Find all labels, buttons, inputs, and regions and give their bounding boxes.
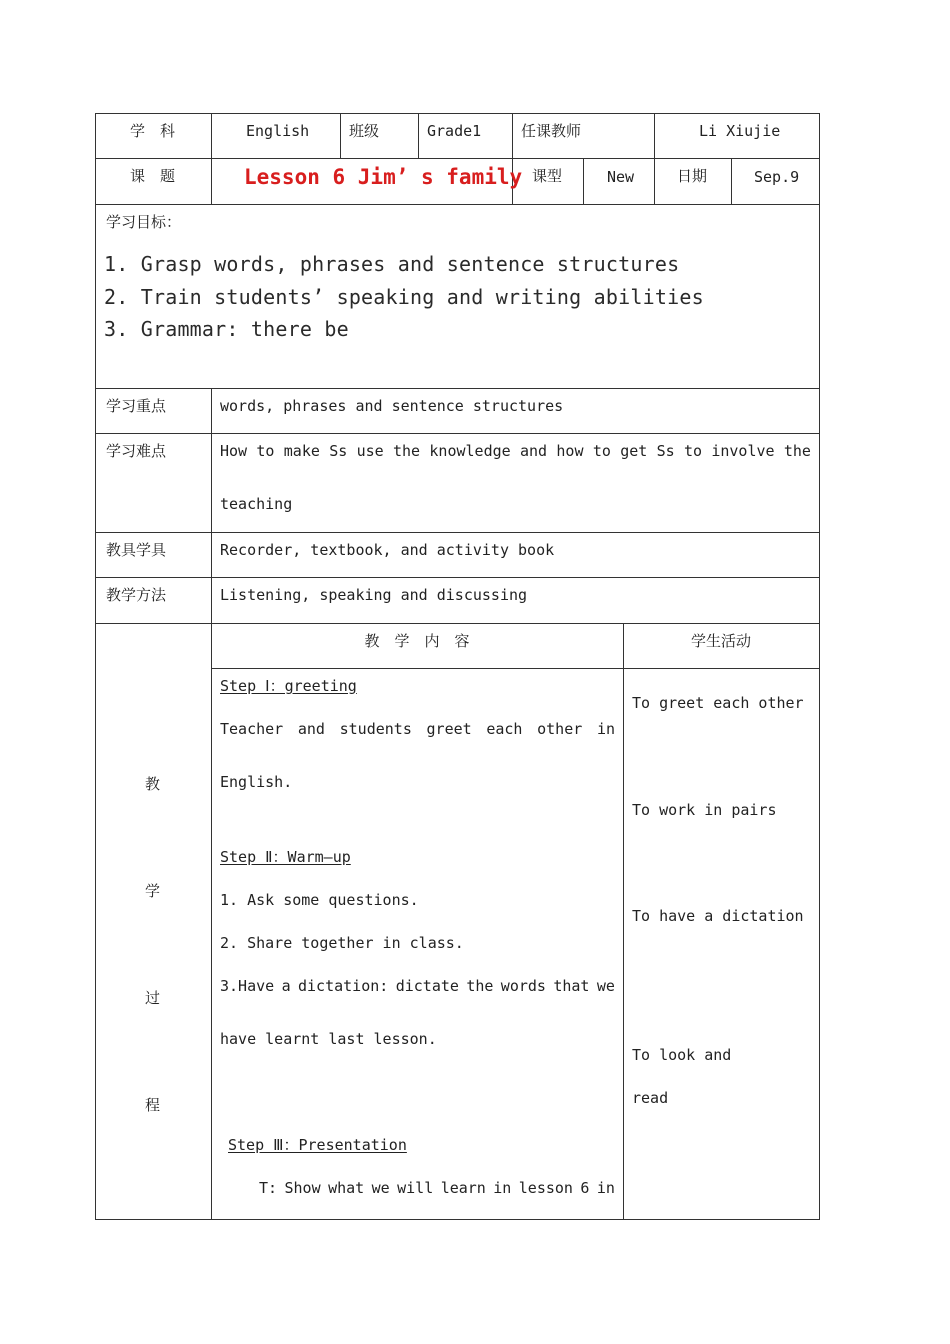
table-border-left <box>95 113 96 1220</box>
table-line <box>95 577 820 578</box>
type-label: 课型 <box>532 167 563 185</box>
table-line <box>95 204 820 205</box>
word: each <box>486 720 523 738</box>
word: greet <box>426 720 472 738</box>
table-line <box>731 158 732 205</box>
difficulties-label: 学习难点 <box>106 442 167 460</box>
word: Ss <box>656 442 675 460</box>
word: students <box>339 720 412 738</box>
word: Teacher <box>220 720 284 738</box>
step2-title: Step Ⅱ：Warm—up <box>220 848 351 866</box>
table-line <box>211 668 820 669</box>
table-line <box>512 113 513 205</box>
topic-label: 课 题 <box>130 167 176 185</box>
word: the <box>466 977 494 995</box>
step2-item: 1. Ask some questions. <box>220 891 419 909</box>
word: will <box>397 1179 434 1197</box>
table-line <box>583 158 584 205</box>
word: to <box>683 442 703 460</box>
step3-title: Step Ⅲ：Presentation <box>228 1136 407 1154</box>
word: in <box>493 1179 512 1197</box>
table-line <box>418 113 419 159</box>
class-value: Grade1 <box>427 122 482 140</box>
process-side-char: 程 <box>145 1096 161 1114</box>
word: to <box>592 442 611 460</box>
content-header: 教 学 内 容 <box>364 632 470 650</box>
table-line <box>654 113 655 205</box>
word: in <box>596 1179 615 1197</box>
word: 6 <box>580 1179 590 1197</box>
word: what <box>328 1179 365 1197</box>
word: we <box>371 1179 390 1197</box>
activity-item: To work in pairs <box>632 801 777 819</box>
lesson-title: Lesson 6 Jim’ s family <box>244 165 523 189</box>
difficulties-line: teaching <box>220 495 293 513</box>
activity-item: To have a dictation <box>632 907 804 925</box>
word: dictate <box>395 977 459 995</box>
step2-item: 2. Share together in class. <box>220 934 464 952</box>
word: other <box>537 720 583 738</box>
activity-item: To greet each other <box>632 694 804 712</box>
word: How <box>220 442 248 460</box>
word: we <box>596 977 615 995</box>
table-line <box>211 113 212 205</box>
table-border-right <box>819 113 820 1220</box>
table-line <box>340 113 341 159</box>
table-border-top <box>95 113 820 114</box>
date-label: 日期 <box>677 167 708 185</box>
word: to <box>256 442 275 460</box>
type-value: New <box>607 168 635 186</box>
class-label: 班级 <box>349 122 380 140</box>
word: 3.Have <box>220 977 275 995</box>
activity-item: read <box>632 1089 669 1107</box>
difficulties-line <box>220 442 811 460</box>
table-line <box>623 623 624 1220</box>
word: the <box>783 442 811 460</box>
word: words <box>500 977 546 995</box>
key-points-value: words, phrases and sentence structures <box>220 397 564 415</box>
table-border-bottom <box>95 1219 820 1220</box>
word: use <box>356 442 384 460</box>
word: involve <box>711 442 775 460</box>
word: and <box>297 720 325 738</box>
subject-value: English <box>246 122 310 140</box>
word: learn <box>440 1179 486 1197</box>
word: lesson <box>518 1179 573 1197</box>
teacher-label: 任课教师 <box>521 122 582 140</box>
word: how <box>556 442 584 460</box>
word: and <box>520 442 548 460</box>
table-line <box>211 388 212 1220</box>
tools-value: Recorder, textbook, and activity book <box>220 541 555 559</box>
step1-line: English. <box>220 773 293 791</box>
table-line <box>95 623 820 624</box>
activity-header: 学生活动 <box>690 632 751 650</box>
word: Show <box>284 1179 321 1197</box>
table-line <box>95 532 820 533</box>
table-line <box>95 158 820 159</box>
word: make <box>283 442 320 460</box>
word: the <box>393 442 421 460</box>
objective-item: 2. Train students’ speaking and writing abilities <box>104 285 704 309</box>
activity-item: To look and <box>632 1046 732 1064</box>
methods-value: Listening, speaking and discussing <box>220 586 528 604</box>
step3-line <box>259 1179 615 1197</box>
objectives-label: 学习目标： <box>106 213 182 231</box>
word: that <box>553 977 590 995</box>
step1-line <box>220 720 615 738</box>
process-side-char: 教 <box>145 775 161 793</box>
process-side-char: 过 <box>145 989 161 1007</box>
process-side-char: 学 <box>145 882 161 900</box>
step1-title: Step Ⅰ：greeting <box>220 677 357 695</box>
objective-item: 3. Grammar: there be <box>104 317 349 341</box>
word: get <box>620 442 648 460</box>
key-points-label: 学习重点 <box>106 397 167 415</box>
word: a <box>281 977 291 995</box>
word: in <box>596 720 615 738</box>
tools-label: 教具学具 <box>106 541 167 559</box>
word: T: <box>259 1179 278 1197</box>
subject-label: 学 科 <box>130 122 176 140</box>
objective-item: 1. Grasp words, phrases and sentence structures <box>104 252 680 276</box>
word: knowledge <box>429 442 511 460</box>
teacher-value: Li Xiujie <box>699 122 781 140</box>
date-value: Sep.9 <box>754 168 800 186</box>
word: Ss <box>329 442 348 460</box>
step2-item <box>220 977 615 995</box>
table-line <box>95 388 820 389</box>
word: dictation: <box>298 977 389 995</box>
step2-item: have learnt last lesson. <box>220 1030 437 1048</box>
methods-label: 教学方法 <box>106 586 167 604</box>
table-line <box>95 433 820 434</box>
